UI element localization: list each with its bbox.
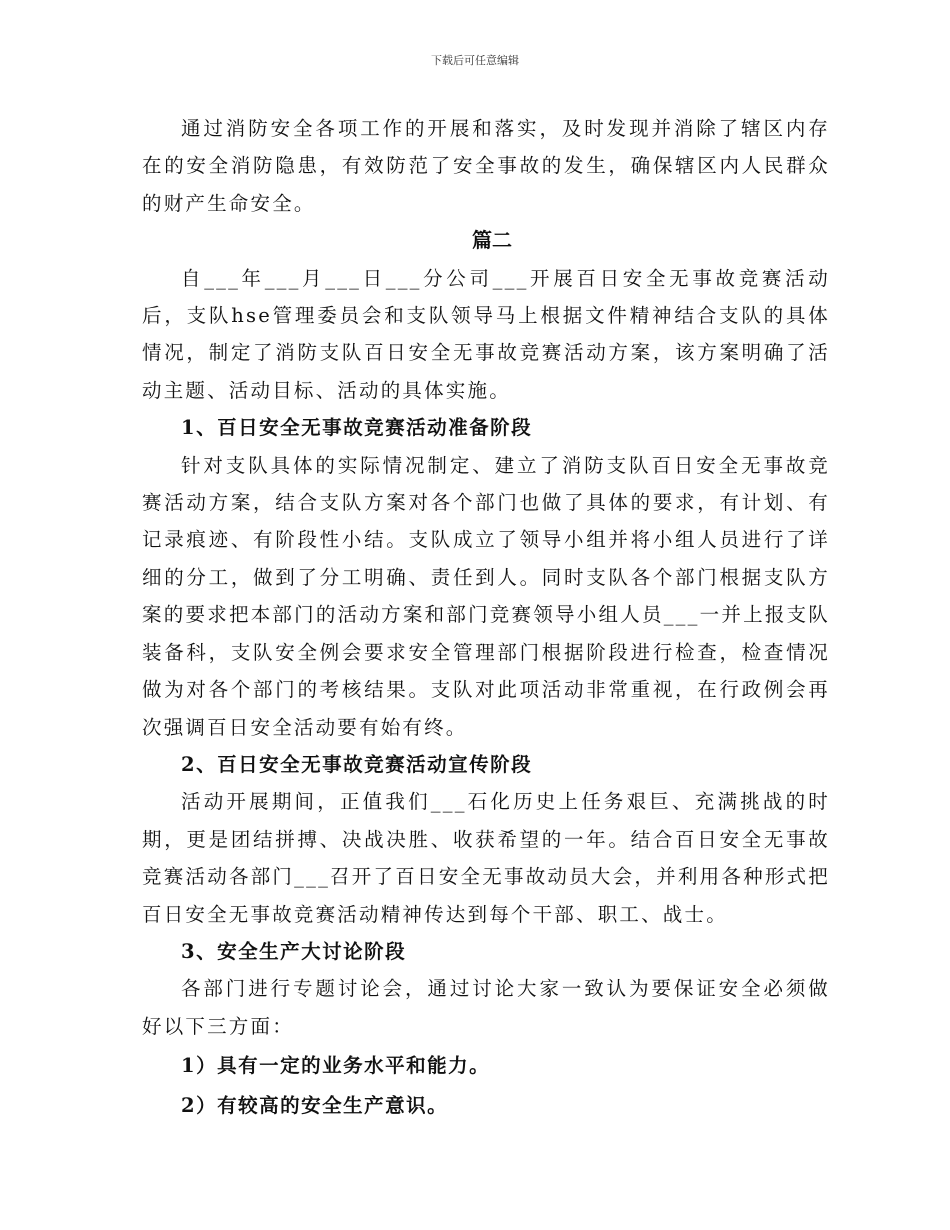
heading-discussion-stage: 3、安全生产大讨论阶段 <box>181 939 407 963</box>
section-title: 篇二 <box>472 228 512 253</box>
heading-publicity-stage: 2、百日安全无事故竞赛活动宣传阶段 <box>181 752 533 776</box>
paragraph-preparation: 针对支队具体的实际情况制定、建立了消防支队百日安全无事故竞赛活动方案，结合支队方案对各个部门也做了具体的要求，有计划、有记录痕迹、有阶段性小结。支队成立了领导小组并将小组人员进行了详细的分工，做到了分工明确、责任到人。同时支队各个部门根据支队方案的要求把本部门的活动方案和部门竞赛领导小组人员___一并上报支队装备科，支队安全例会要求安全管理部门根据阶段进行检查，检查情况做为对各个部门的考核结果。支队对此项活动非常重视，在行政例会再次强调百日安全活动要有始有终。 <box>142 453 830 739</box>
list-item-2: 2）有较高的安全生产意识。 <box>181 1093 449 1117</box>
list-item-1: 1）具有一定的业务水平和能力。 <box>181 1054 491 1078</box>
heading-preparation-stage: 1、百日安全无事故竞赛活动准备阶段 <box>181 416 533 440</box>
paragraph-publicity: 活动开展期间，正值我们___石化历史上任务艰巨、充满挑战的时期，更是团结拼搏、决战决胜、收获希望的一年。结合百日安全无事故竞赛活动各部门___召开了百日安全无事故动员大会，并利用各种形式把百日安全无事故竞赛活动精神传达到每个干部、职工、战士。 <box>142 790 830 926</box>
document-body <box>142 110 830 1124</box>
page-header: 下载后可任意编辑 <box>431 54 519 67</box>
paragraph-discussion: 各部门进行专题讨论会，通过讨论大家一致认为要保证安全必须做好以下三方面： <box>142 977 830 1038</box>
paragraph-background: 自___年___月___日___分公司___开展百日安全无事故竞赛活动后，支队hse管理委员会和支队领导马上根据文件精神结合支队的具体情况，制定了消防支队百日安全无事故竞赛活动方案，该方案明确了活动主题、活动目标、活动的具体实施。 <box>142 266 830 402</box>
paragraph-intro: 通过消防安全各项工作的开展和落实，及时发现并消除了辖区内存在的安全消防隐患，有效防范了安全事故的发生，确保辖区内人民群众的财产生命安全。 <box>142 117 830 215</box>
